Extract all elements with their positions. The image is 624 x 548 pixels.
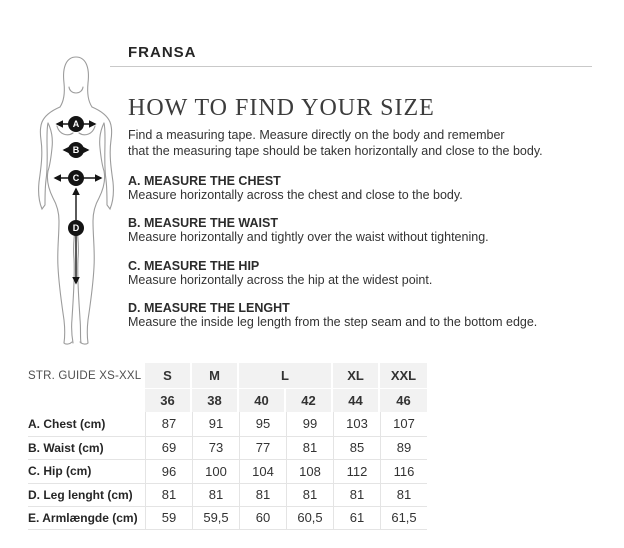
- table-cell: 108: [286, 459, 333, 483]
- page-title: HOW TO FIND YOUR SIZE: [128, 95, 435, 121]
- section-heading: D. MEASURE THE LENGHT: [128, 301, 290, 315]
- eu-size-44: 44: [333, 389, 380, 412]
- eu-size-46: 46: [380, 389, 427, 412]
- body-silhouette-icon: [29, 54, 121, 346]
- eu-size-36: 36: [145, 389, 192, 412]
- figure-marker-c-label: C: [72, 173, 80, 184]
- row-label-arm-length: E. Armlængde (cm): [28, 506, 145, 530]
- table-cell: 112: [333, 459, 380, 483]
- size-col-s: S: [145, 363, 192, 389]
- intro-line-2: that the measuring tape should be taken horizontally and close to the body.: [128, 143, 543, 158]
- table-cell: 81: [333, 483, 380, 507]
- eu-size-40: 40: [239, 389, 286, 412]
- body-measurement-figure: [29, 54, 121, 346]
- section-heading: A. MEASURE THE CHEST: [128, 173, 281, 188]
- table-cell: 73: [192, 436, 239, 460]
- eu-size-42: 42: [286, 389, 333, 412]
- figure-marker-a-label: A: [72, 119, 80, 130]
- table-cell: 81: [286, 436, 333, 460]
- size-col-m: M: [192, 363, 239, 389]
- size-table-caption: STR. GUIDE XS-XXL: [28, 370, 142, 382]
- section-heading: B. MEASURE THE WAIST: [128, 216, 279, 230]
- table-cell: 100: [192, 459, 239, 483]
- table-cell: 69: [145, 436, 192, 460]
- row-label-chest: A. Chest (cm): [28, 416, 106, 431]
- table-cell: 85: [333, 436, 380, 460]
- table-cell: 59,5: [192, 506, 239, 530]
- header-divider: [110, 66, 592, 67]
- size-col-xxl: XXL: [380, 363, 427, 389]
- table-cell: 59: [145, 506, 192, 530]
- instructions-panel: [128, 95, 600, 329]
- table-cell: 81: [286, 483, 333, 507]
- size-col-xl: XL: [333, 363, 380, 389]
- table-cell: 60,5: [286, 506, 333, 530]
- table-cell: 81: [145, 483, 192, 507]
- intro-line-1: Find a measuring tape. Measure directly on the body and remember: [128, 128, 505, 142]
- row-label-waist: B. Waist (cm): [28, 436, 145, 460]
- section-body: Measure horizontally across the hip at the widest point.: [128, 272, 433, 287]
- intro-text: [128, 128, 600, 159]
- table-cell: 61: [333, 506, 380, 530]
- section-body: Measure horizontally and tightly over the waist without tightening.: [128, 230, 489, 244]
- table-cell: 91: [192, 412, 239, 436]
- table-cell: 81: [380, 483, 427, 507]
- section-measure-waist: [128, 216, 600, 244]
- table-cell: 104: [239, 459, 286, 483]
- table-cell: 77: [239, 436, 286, 460]
- section-measure-hip: [128, 259, 600, 287]
- table-cell: 107: [380, 412, 427, 436]
- table-cell: 96: [145, 459, 192, 483]
- table-cell: 81: [192, 483, 239, 507]
- eu-size-38: 38: [192, 389, 239, 412]
- section-measure-length: [128, 301, 600, 329]
- brand-logo: FRANSA: [128, 44, 197, 61]
- section-body: Measure horizontally across the chest and close to the body.: [128, 187, 463, 202]
- size-table: [28, 363, 427, 530]
- section-body: Measure the inside leg length from the step seam and to the bottom edge.: [128, 315, 538, 329]
- table-cell: 61,5: [380, 506, 427, 530]
- figure-marker-d-label: D: [72, 223, 80, 234]
- table-cell: 99: [286, 412, 333, 436]
- table-cell: 89: [380, 436, 427, 460]
- row-label-hip: C. Hip (cm): [28, 459, 145, 483]
- eu-size-spacer: [28, 389, 145, 412]
- row-label-leg-length: D. Leg lenght (cm): [28, 483, 145, 507]
- table-cell: 116: [380, 459, 427, 483]
- table-cell: 103: [333, 412, 380, 436]
- table-cell: 60: [239, 506, 286, 530]
- table-cell: 87: [145, 412, 192, 436]
- table-cell: 81: [239, 483, 286, 507]
- size-col-l: L: [239, 363, 333, 389]
- section-measure-chest: [128, 174, 600, 202]
- figure-marker-b-label: B: [72, 145, 80, 156]
- table-cell: 95: [239, 412, 286, 436]
- section-heading: C. MEASURE THE HIP: [128, 258, 260, 273]
